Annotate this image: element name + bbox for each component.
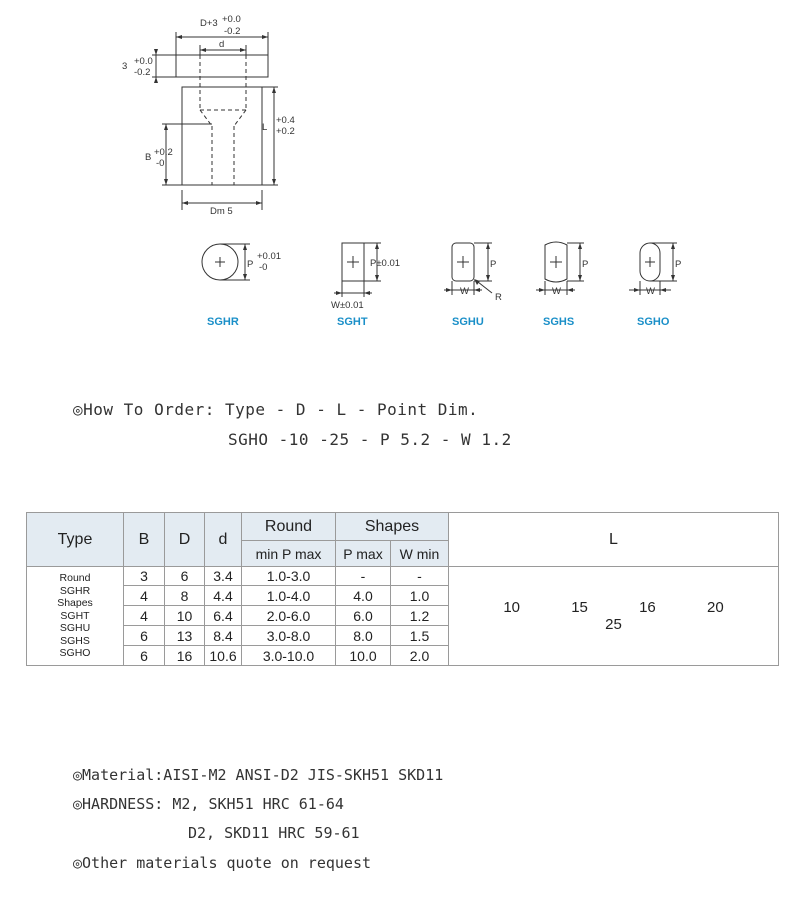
- head-tol-lower: -0.2: [224, 26, 241, 37]
- cell-d-small: 4.4: [205, 586, 242, 606]
- cell-b: 3: [124, 567, 165, 586]
- sghr-shape: [195, 235, 295, 295]
- l-values-cell: [449, 567, 779, 666]
- type-label: SGHT: [60, 609, 90, 622]
- cell-d-big: 16: [165, 646, 205, 666]
- L-tol-upper: +0.4: [276, 115, 295, 126]
- order-line-1: ◎How To Order: Type - D - L - Point Dim.: [73, 400, 479, 419]
- cell-pmax: -: [336, 567, 391, 586]
- cell-wmin: 1.2: [391, 606, 449, 626]
- sghu-w-label: W: [460, 286, 469, 297]
- punch-drawing: [100, 10, 330, 220]
- sght-p-label: P±0.01: [370, 258, 401, 269]
- sghu-p-label: P: [490, 259, 497, 270]
- l-value: 10: [503, 599, 520, 616]
- type-label: Shapes: [57, 597, 93, 610]
- head-tol-upper: +0.0: [222, 14, 241, 25]
- cell-d-big: 8: [165, 586, 205, 606]
- B-label: B: [145, 152, 152, 163]
- cell-b: 4: [124, 586, 165, 606]
- material-line: ◎Material:AISI-M2 ANSI-D2 JIS-SKH51 SKD11: [73, 766, 444, 784]
- type-label: SGHO: [59, 647, 91, 660]
- L-label: L: [262, 122, 268, 133]
- sghr-tol-lower: -0: [259, 262, 268, 273]
- punch-body: [182, 87, 262, 185]
- l-value: 25: [605, 616, 622, 633]
- cell-wmin: 2.0: [391, 646, 449, 666]
- sghs-shape: [530, 235, 605, 305]
- sgho-label: SGHO: [637, 316, 670, 328]
- cell-round: 3.0-8.0: [242, 626, 336, 646]
- sghs-p-label: P: [582, 259, 589, 270]
- hardness-line-1: ◎HARDNESS: M2, SKH51 HRC 61-64: [73, 795, 344, 813]
- header-b: B: [124, 513, 165, 567]
- sghu-r-label: R: [495, 292, 502, 303]
- cell-pmax: 6.0: [336, 606, 391, 626]
- sghs-label: SGHS: [543, 316, 575, 328]
- cell-round: 3.0-10.0: [242, 646, 336, 666]
- sghr-tol-upper: +0.01: [257, 251, 282, 262]
- sghu-label: SGHU: [452, 316, 484, 328]
- h3-tol-upper: +0.0: [134, 56, 153, 67]
- punch-head: [176, 55, 268, 77]
- cell-d-small: 8.4: [205, 626, 242, 646]
- header-shapes: Shapes: [336, 513, 449, 541]
- cell-pmax: 8.0: [336, 626, 391, 646]
- cell-round: 1.0-3.0: [242, 567, 336, 586]
- type-labels-cell: [27, 567, 124, 666]
- sghr-label: SGHR: [207, 316, 239, 328]
- type-label: Round: [59, 572, 91, 585]
- sgho-p-label: P: [675, 259, 682, 270]
- header-round: Round: [242, 513, 336, 541]
- cell-wmin: -: [391, 567, 449, 586]
- cell-d-small: 10.6: [205, 646, 242, 666]
- cell-d-small: 3.4: [205, 567, 242, 586]
- cell-wmin: 1.0: [391, 586, 449, 606]
- sgho-w-label: W: [646, 286, 655, 297]
- dm-label: Dm 5: [210, 206, 233, 217]
- cell-d-small: 6.4: [205, 606, 242, 626]
- header-p-max: P max: [336, 541, 391, 567]
- h3-label: 3: [122, 61, 128, 72]
- other-materials-line: ◎Other materials quote on request: [73, 854, 372, 872]
- cell-d-big: 10: [165, 606, 205, 626]
- sghu-shape: [440, 235, 515, 305]
- sghr-p-label: P: [247, 259, 254, 270]
- l-value: 15: [571, 599, 588, 616]
- head-dim-label: D+3: [200, 18, 218, 29]
- B-tol-lower: -0: [156, 158, 165, 169]
- sght-w-label: W±0.01: [331, 300, 364, 311]
- cell-b: 6: [124, 626, 165, 646]
- sghs-w-label: W: [552, 286, 561, 297]
- L-tol-lower: +0.2: [276, 126, 295, 137]
- B-tol-upper: +0.2: [154, 147, 173, 158]
- header-type: Type: [27, 513, 124, 567]
- l-value: 16: [639, 599, 656, 616]
- table-row: [27, 567, 779, 586]
- cell-b: 6: [124, 646, 165, 666]
- cell-b: 4: [124, 606, 165, 626]
- sght-shape: [325, 235, 420, 315]
- sgho-shape: [625, 235, 700, 305]
- hardness-line-2: D2, SKD11 HRC 59-61: [188, 824, 360, 842]
- header-d-small: d: [205, 513, 242, 567]
- header-l: L: [449, 513, 779, 567]
- header-d-big: D: [165, 513, 205, 567]
- h3-tol-lower: -0.2: [134, 67, 151, 78]
- type-label: SGHU: [59, 622, 91, 635]
- header-w-min: W min: [391, 541, 449, 567]
- type-label: SGHR: [59, 584, 91, 597]
- cell-round: 1.0-4.0: [242, 586, 336, 606]
- cell-wmin: 1.5: [391, 626, 449, 646]
- order-line-2: SGHO -10 -25 - P 5.2 - W 1.2: [228, 430, 512, 449]
- l-value: 20: [706, 599, 724, 616]
- cell-pmax: 4.0: [336, 586, 391, 606]
- cell-round: 2.0-6.0: [242, 606, 336, 626]
- type-label: SGHS: [60, 634, 90, 647]
- spec-table: [26, 512, 779, 666]
- d-label: d: [219, 39, 225, 50]
- sght-label: SGHT: [337, 316, 368, 328]
- cell-pmax: 10.0: [336, 646, 391, 666]
- cell-d-big: 13: [165, 626, 205, 646]
- cell-d-big: 6: [165, 567, 205, 586]
- header-min-p-max: min P max: [242, 541, 336, 567]
